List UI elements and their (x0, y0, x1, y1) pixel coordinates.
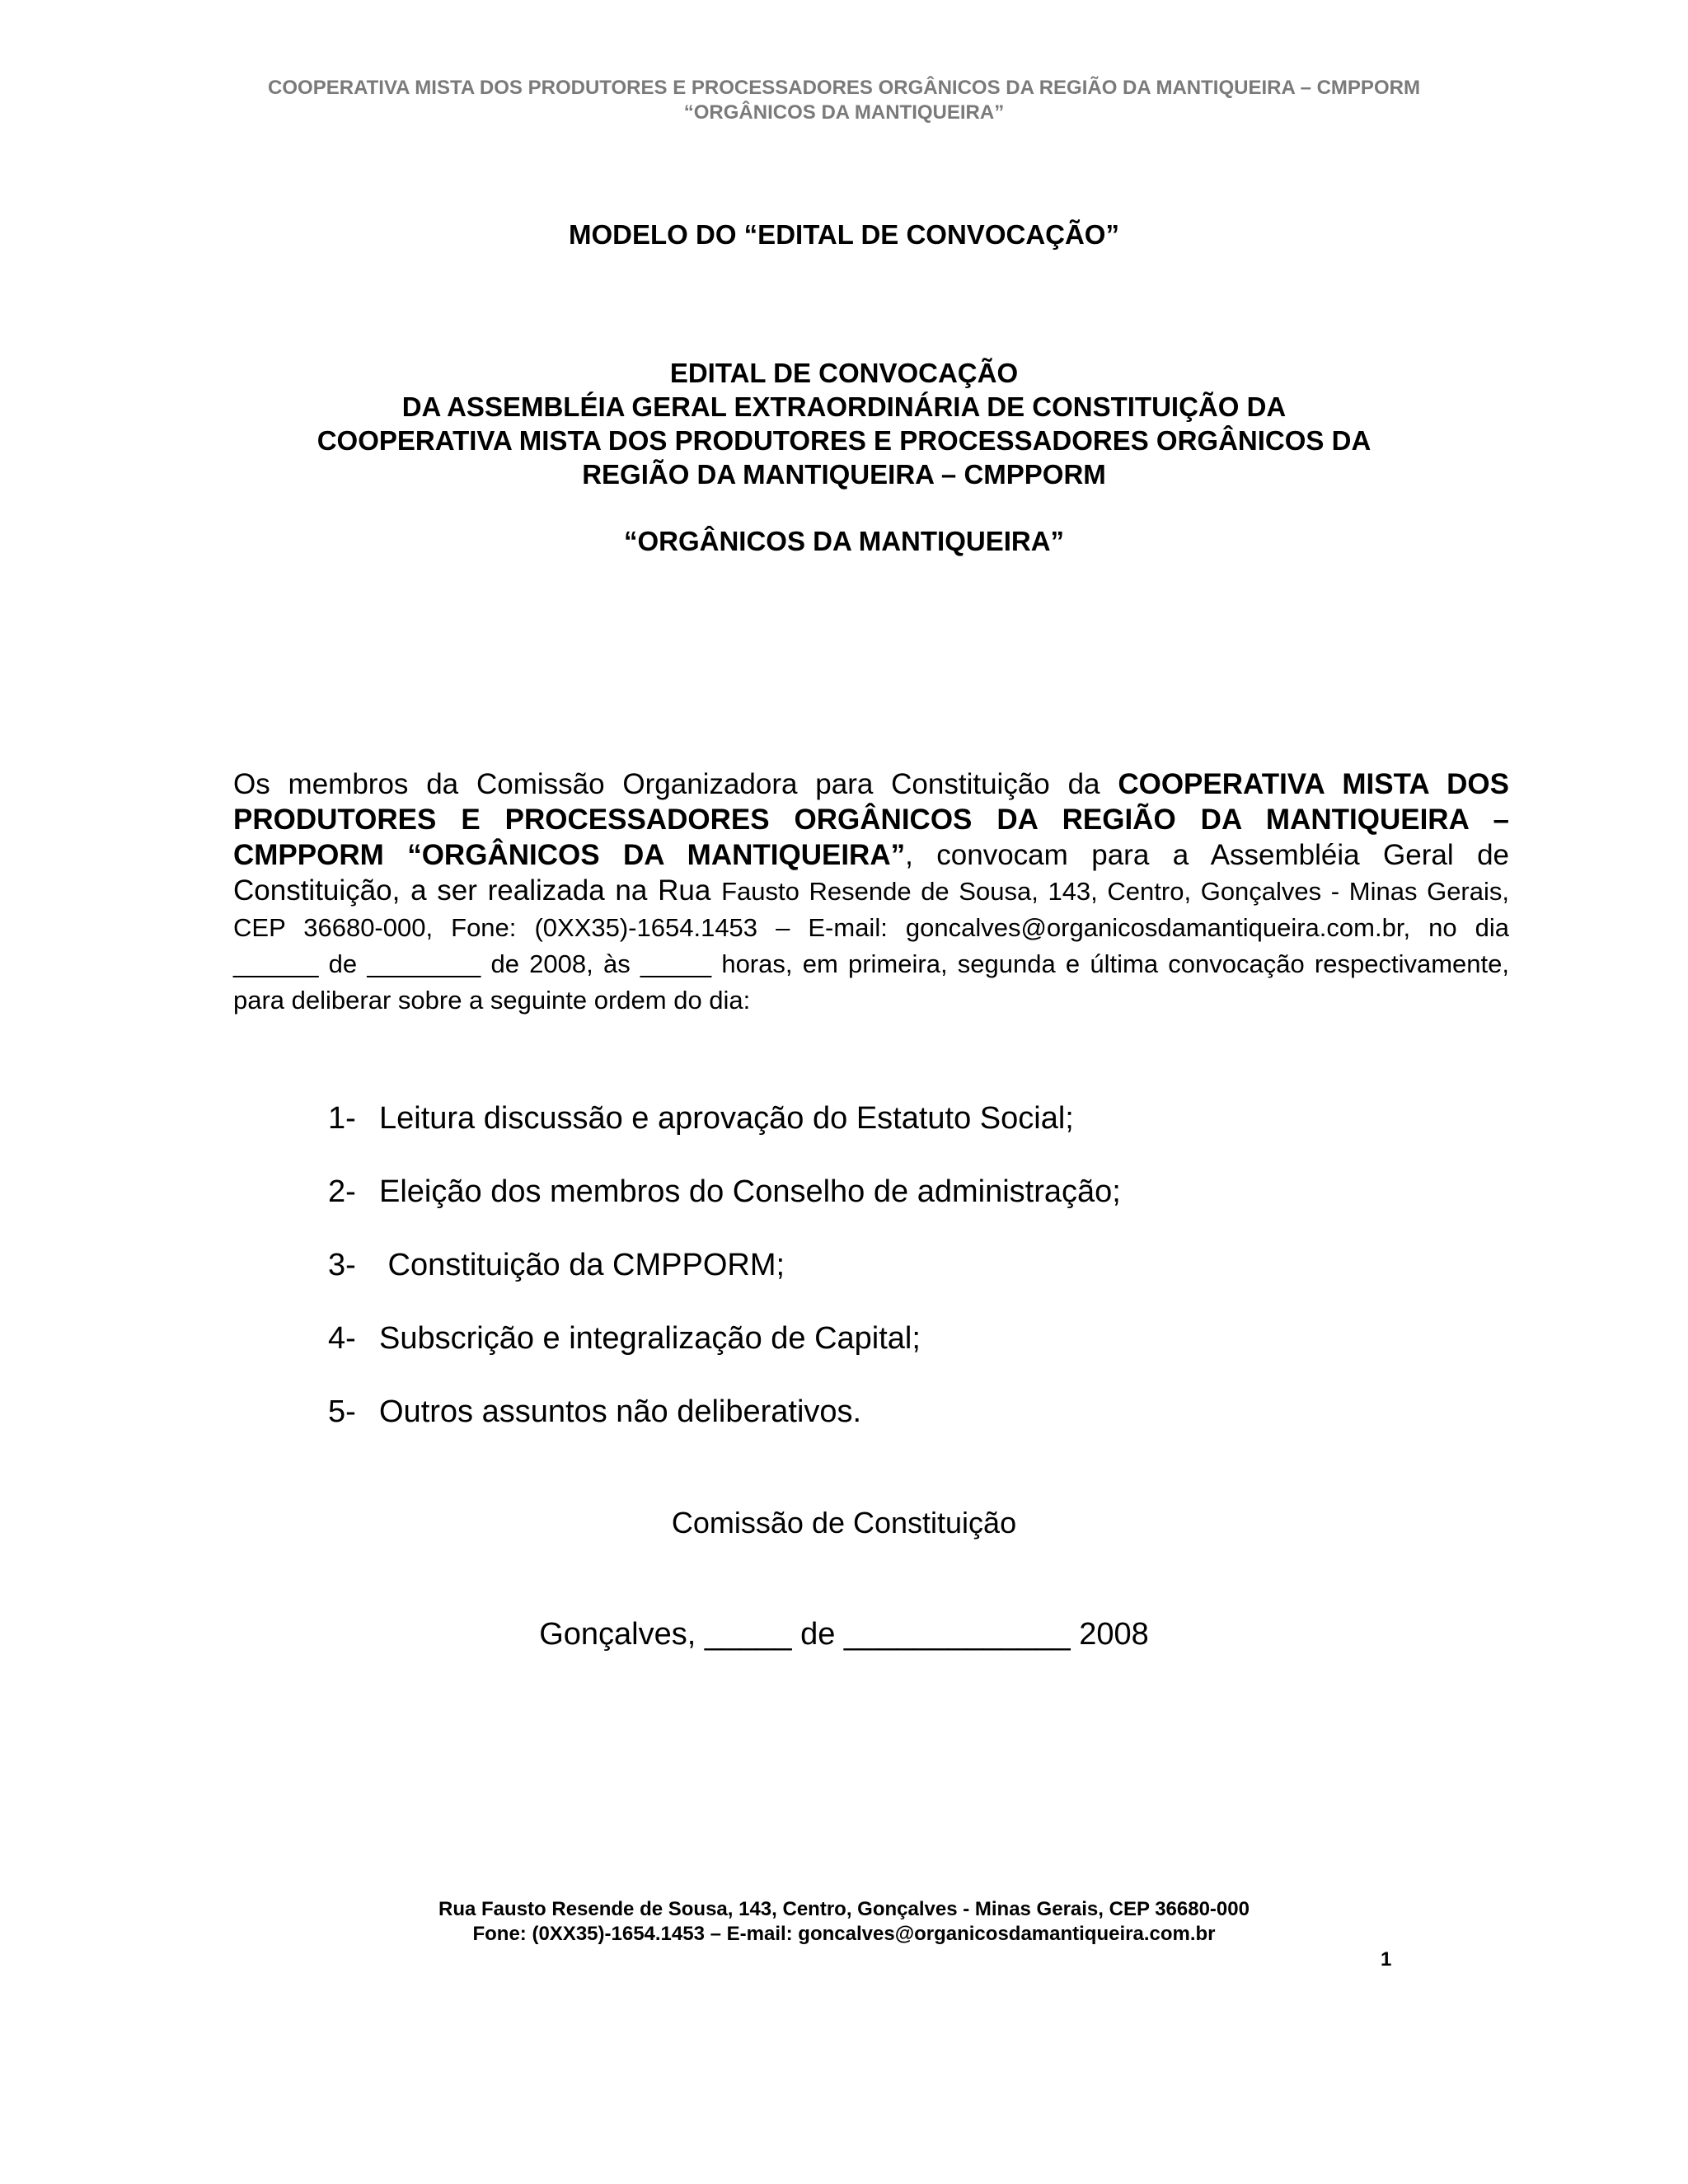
agenda-item-number: 3- (328, 1248, 356, 1282)
agenda-item-text: Eleição dos membros do Conselho de administração; (379, 1174, 1121, 1209)
agenda-item-number: 4- (328, 1321, 356, 1356)
agenda-item (328, 1394, 1121, 1430)
agenda-item (328, 1174, 1121, 1210)
edital-title-line-2: DA ASSEMBLÉIA GERAL EXTRAORDINÁRIA DE CONSTITUIÇÃO DA (401, 391, 1287, 422)
edital-title-line-1: EDITAL DE CONVOCAÇÃO (669, 358, 1019, 388)
agenda-list (328, 1100, 1121, 1467)
signature-line: Comissão de Constituição (671, 1506, 1017, 1540)
agenda-item (328, 1247, 1121, 1283)
page-footer (0, 1897, 1688, 1947)
slogan: “ORGÂNICOS DA MANTIQUEIRA” (623, 526, 1065, 556)
agenda-item-number: 2- (328, 1174, 356, 1209)
body-intro: Os membros da Comissão Organizadora para Constituição da (233, 768, 1118, 800)
agenda-item-number: 5- (328, 1394, 356, 1429)
organization-name: COOPERATIVA MISTA DOS PRODUTORES E PROCESSADORES ORGÂNICOS DA REGIÃO DA MANTIQUEIRA – CMPPORM “ORGÂNICOS DA MANTIQUEIRA” (233, 768, 1509, 871)
footer-address: Rua Fausto Resende de Sousa, 143, Centro, Gonçalves - Minas Gerais, CEP 36680-000 (438, 1898, 1250, 1920)
dateline: Gonçalves, _____ de _____________ 2008 (539, 1617, 1149, 1652)
edital-title-line-3: COOPERATIVA MISTA DOS PRODUTORES E PROCESSADORES ORGÂNICOS DA (316, 425, 1372, 456)
page-number: 1 (1381, 1948, 1392, 1971)
agenda-item (328, 1320, 1121, 1357)
agenda-item-text: Leitura discussão e aprovação do Estatuto Social; (379, 1101, 1074, 1136)
running-header-line-1: COOPERATIVA MISTA DOS PRODUTORES E PROCESSADORES ORGÂNICOS DA REGIÃO DA MANTIQUEIRA – CMPPORM (268, 77, 1420, 99)
body-details: Fausto Resende de Sousa, 143, Centro, Gonçalves - Minas Gerais, CEP 36680-000, Fone: (0XX35)-1654.1453 – E-mail: goncalves@organicosdamantiqueira.com.br, no dia ______ de ________ de 2008, às _____ horas, em primeira, segunda e última convocação respectivamente, para deliberar sobre a seguinte ordem do dia: (233, 877, 1509, 1015)
edital-title (0, 356, 1688, 491)
running-header-line-2: “ORGÂNICOS DA MANTIQUEIRA” (683, 101, 1005, 124)
footer-contact: Fone: (0XX35)-1654.1453 – E-mail: goncalves@organicosdamantiqueira.com.br (472, 1923, 1216, 1945)
model-title: MODELO DO “EDITAL DE CONVOCAÇÃO” (569, 219, 1119, 250)
agenda-item-number: 1- (328, 1101, 356, 1136)
body-paragraph (233, 766, 1509, 1018)
agenda-item-text: Subscrição e integralização de Capital; (379, 1321, 921, 1356)
agenda-item (328, 1100, 1121, 1137)
edital-title-line-4: REGIÃO DA MANTIQUEIRA – CMPPORM (582, 459, 1106, 490)
agenda-item-text: Outros assuntos não deliberativos. (379, 1394, 862, 1429)
body-convocam: , convocam para a Assembléia Geral de Constituição, a ser realizada na Rua (233, 839, 1509, 907)
agenda-item-text: Constituição da CMPPORM; (379, 1248, 785, 1282)
running-header (0, 76, 1688, 125)
